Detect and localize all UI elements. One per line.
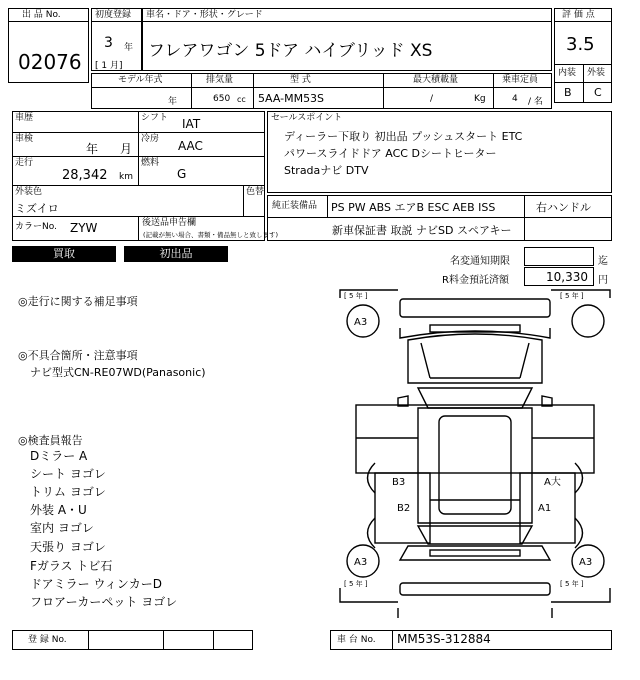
type-label: 型 式 [290, 75, 311, 85]
mark-tire-rear-left: A3 [354, 557, 368, 568]
shift-label: シフト [141, 113, 169, 123]
bracket-label-right-bottom: [ 5 年 ] [560, 580, 584, 588]
sales-point-label: セールスポイント [271, 113, 343, 123]
later-docs-label: 後送品申告欄 [142, 218, 197, 228]
registration-label: 登 録 No. [28, 635, 67, 645]
inspector-line-9: フロアーカーペット ヨゴレ [30, 595, 178, 609]
mark-a-large: A大 [544, 477, 561, 488]
sales-line-3: Stradaナビ DTV [284, 164, 369, 177]
mileage-unit: km [119, 172, 133, 182]
inspector-line-8: ドアミラー ウィンカーD [30, 577, 162, 591]
exterior-score: C [594, 86, 602, 99]
inspector-line-3: トリム ヨゴレ [30, 485, 106, 499]
exterior-label: 外装 [587, 68, 606, 78]
mark-tire-rear-right: A3 [579, 557, 593, 568]
car-damage-diagram [338, 288, 613, 618]
first-reg-month: [ 1 月] [95, 61, 123, 71]
inspector-line-4: 外装 A・U [30, 503, 87, 517]
later-docs-note: (記載が無い場合、書類・備品無しと致します) [143, 231, 279, 239]
max-load-label: 最大積載量 [413, 75, 459, 85]
bracket-label-right-top: [ 5 年 ] [560, 292, 584, 300]
first-reg-year: 3 [104, 35, 113, 51]
max-load-unit: Kg [474, 94, 486, 104]
displacement-value: 650 [213, 94, 231, 104]
bracket-label-left-top: [ 5 年 ] [344, 292, 368, 300]
warranty-items: 新車保証書 取説 ナビSD スペアキー [332, 224, 512, 237]
interior-label: 内装 [558, 68, 577, 78]
inspector-line-7: Fガラス トビ石 [30, 559, 113, 573]
first-reg-year-unit: 年 [124, 43, 134, 53]
history-label: 車歴 [15, 113, 34, 123]
capacity-unit: / 名 [528, 97, 543, 107]
color-no-value: ZYW [70, 221, 98, 235]
inspector-title: ◎検査員報告 [18, 434, 83, 447]
inspector-line-6: 天張り ヨゴレ [30, 540, 106, 554]
name-change-field [524, 247, 594, 266]
buy-tag: 買取 [12, 246, 116, 262]
sales-line-2: パワースライドドア ACC Dシートヒーター [284, 147, 497, 160]
capacity-label: 乗車定員 [502, 75, 539, 85]
inspection-month: 月 [120, 142, 133, 156]
inspection-year: 年 [86, 142, 99, 156]
ac-label: 冷房 [141, 134, 160, 144]
mark-b2: B2 [397, 503, 411, 514]
recycle-amount: 10,330 [546, 270, 588, 284]
sales-line-1: ディーラー下取り 初出品 プッシュスタート ETC [284, 130, 523, 143]
fuel-label: 燃料 [141, 158, 160, 168]
bracket-label-left-bottom: [ 5 年 ] [344, 580, 368, 588]
car-name-label: 車名・ドア・形状・グレード [146, 10, 263, 20]
score-value: 3.5 [566, 34, 595, 55]
inspection-label: 車検 [15, 134, 34, 144]
inspector-line-5: 室内 ヨゴレ [30, 521, 94, 535]
chassis-label: 車 台 No. [337, 635, 376, 645]
recycle-label: R料金預託済額 [442, 275, 509, 286]
interior-score: B [564, 86, 572, 99]
score-label: 評 価 点 [562, 10, 595, 20]
first-listing-tag: 初出品 [124, 246, 228, 262]
model-year-label: モデル年式 [118, 75, 163, 85]
color-no-label: カラーNo. [15, 222, 57, 232]
mark-tire-front-left: A3 [354, 317, 368, 328]
chassis-number: MM53S-312884 [397, 632, 491, 646]
fuel-value: G [177, 167, 187, 181]
capacity-value: 4 [512, 94, 518, 104]
displacement-unit: cc [237, 95, 246, 104]
ext-color-value: ミズイロ [15, 202, 59, 215]
name-change-label: 名変通知期限 [450, 256, 510, 267]
shift-value: IAT [182, 117, 201, 131]
color-change-label: 色替 [246, 187, 265, 197]
lot-label: 出 品 No. [22, 10, 61, 20]
recycle-unit: 円 [598, 275, 608, 286]
ext-color-label: 外装色 [15, 187, 43, 197]
mark-a1: A1 [538, 503, 552, 514]
car-name: フレアワゴン 5ドア ハイブリッド XS [148, 41, 433, 61]
type-value: 5AA-MM53S [258, 92, 325, 105]
equipment-label: 純正装備品 [272, 201, 318, 211]
first-reg-label: 初度登録 [95, 10, 132, 20]
mileage-label: 走行 [15, 158, 34, 168]
inspector-line-1: Dミラー A [30, 449, 88, 463]
inspector-line-2: シート ヨゴレ [30, 467, 106, 481]
driving-notes-title: ◎走行に関する補足事項 [18, 295, 138, 308]
lot-number: 02076 [18, 50, 82, 74]
ac-value: AAC [178, 139, 203, 153]
displacement-label: 排気量 [206, 75, 234, 85]
mileage-value: 28,342 [62, 168, 108, 183]
defects-title: ◎不具合箇所・注意事項 [18, 349, 138, 362]
max-load-value: / [430, 94, 434, 104]
model-year-unit: 年 [168, 97, 178, 107]
mark-b3: B3 [392, 477, 406, 488]
name-change-unit: 迄 [598, 256, 608, 267]
equipment-items: PS PW ABS エアB ESC AEB ISS [331, 201, 496, 214]
defects-line-1: ナビ型式CN-RE07WD(Panasonic) [30, 366, 206, 379]
steering-value: 右ハンドル [536, 201, 591, 214]
